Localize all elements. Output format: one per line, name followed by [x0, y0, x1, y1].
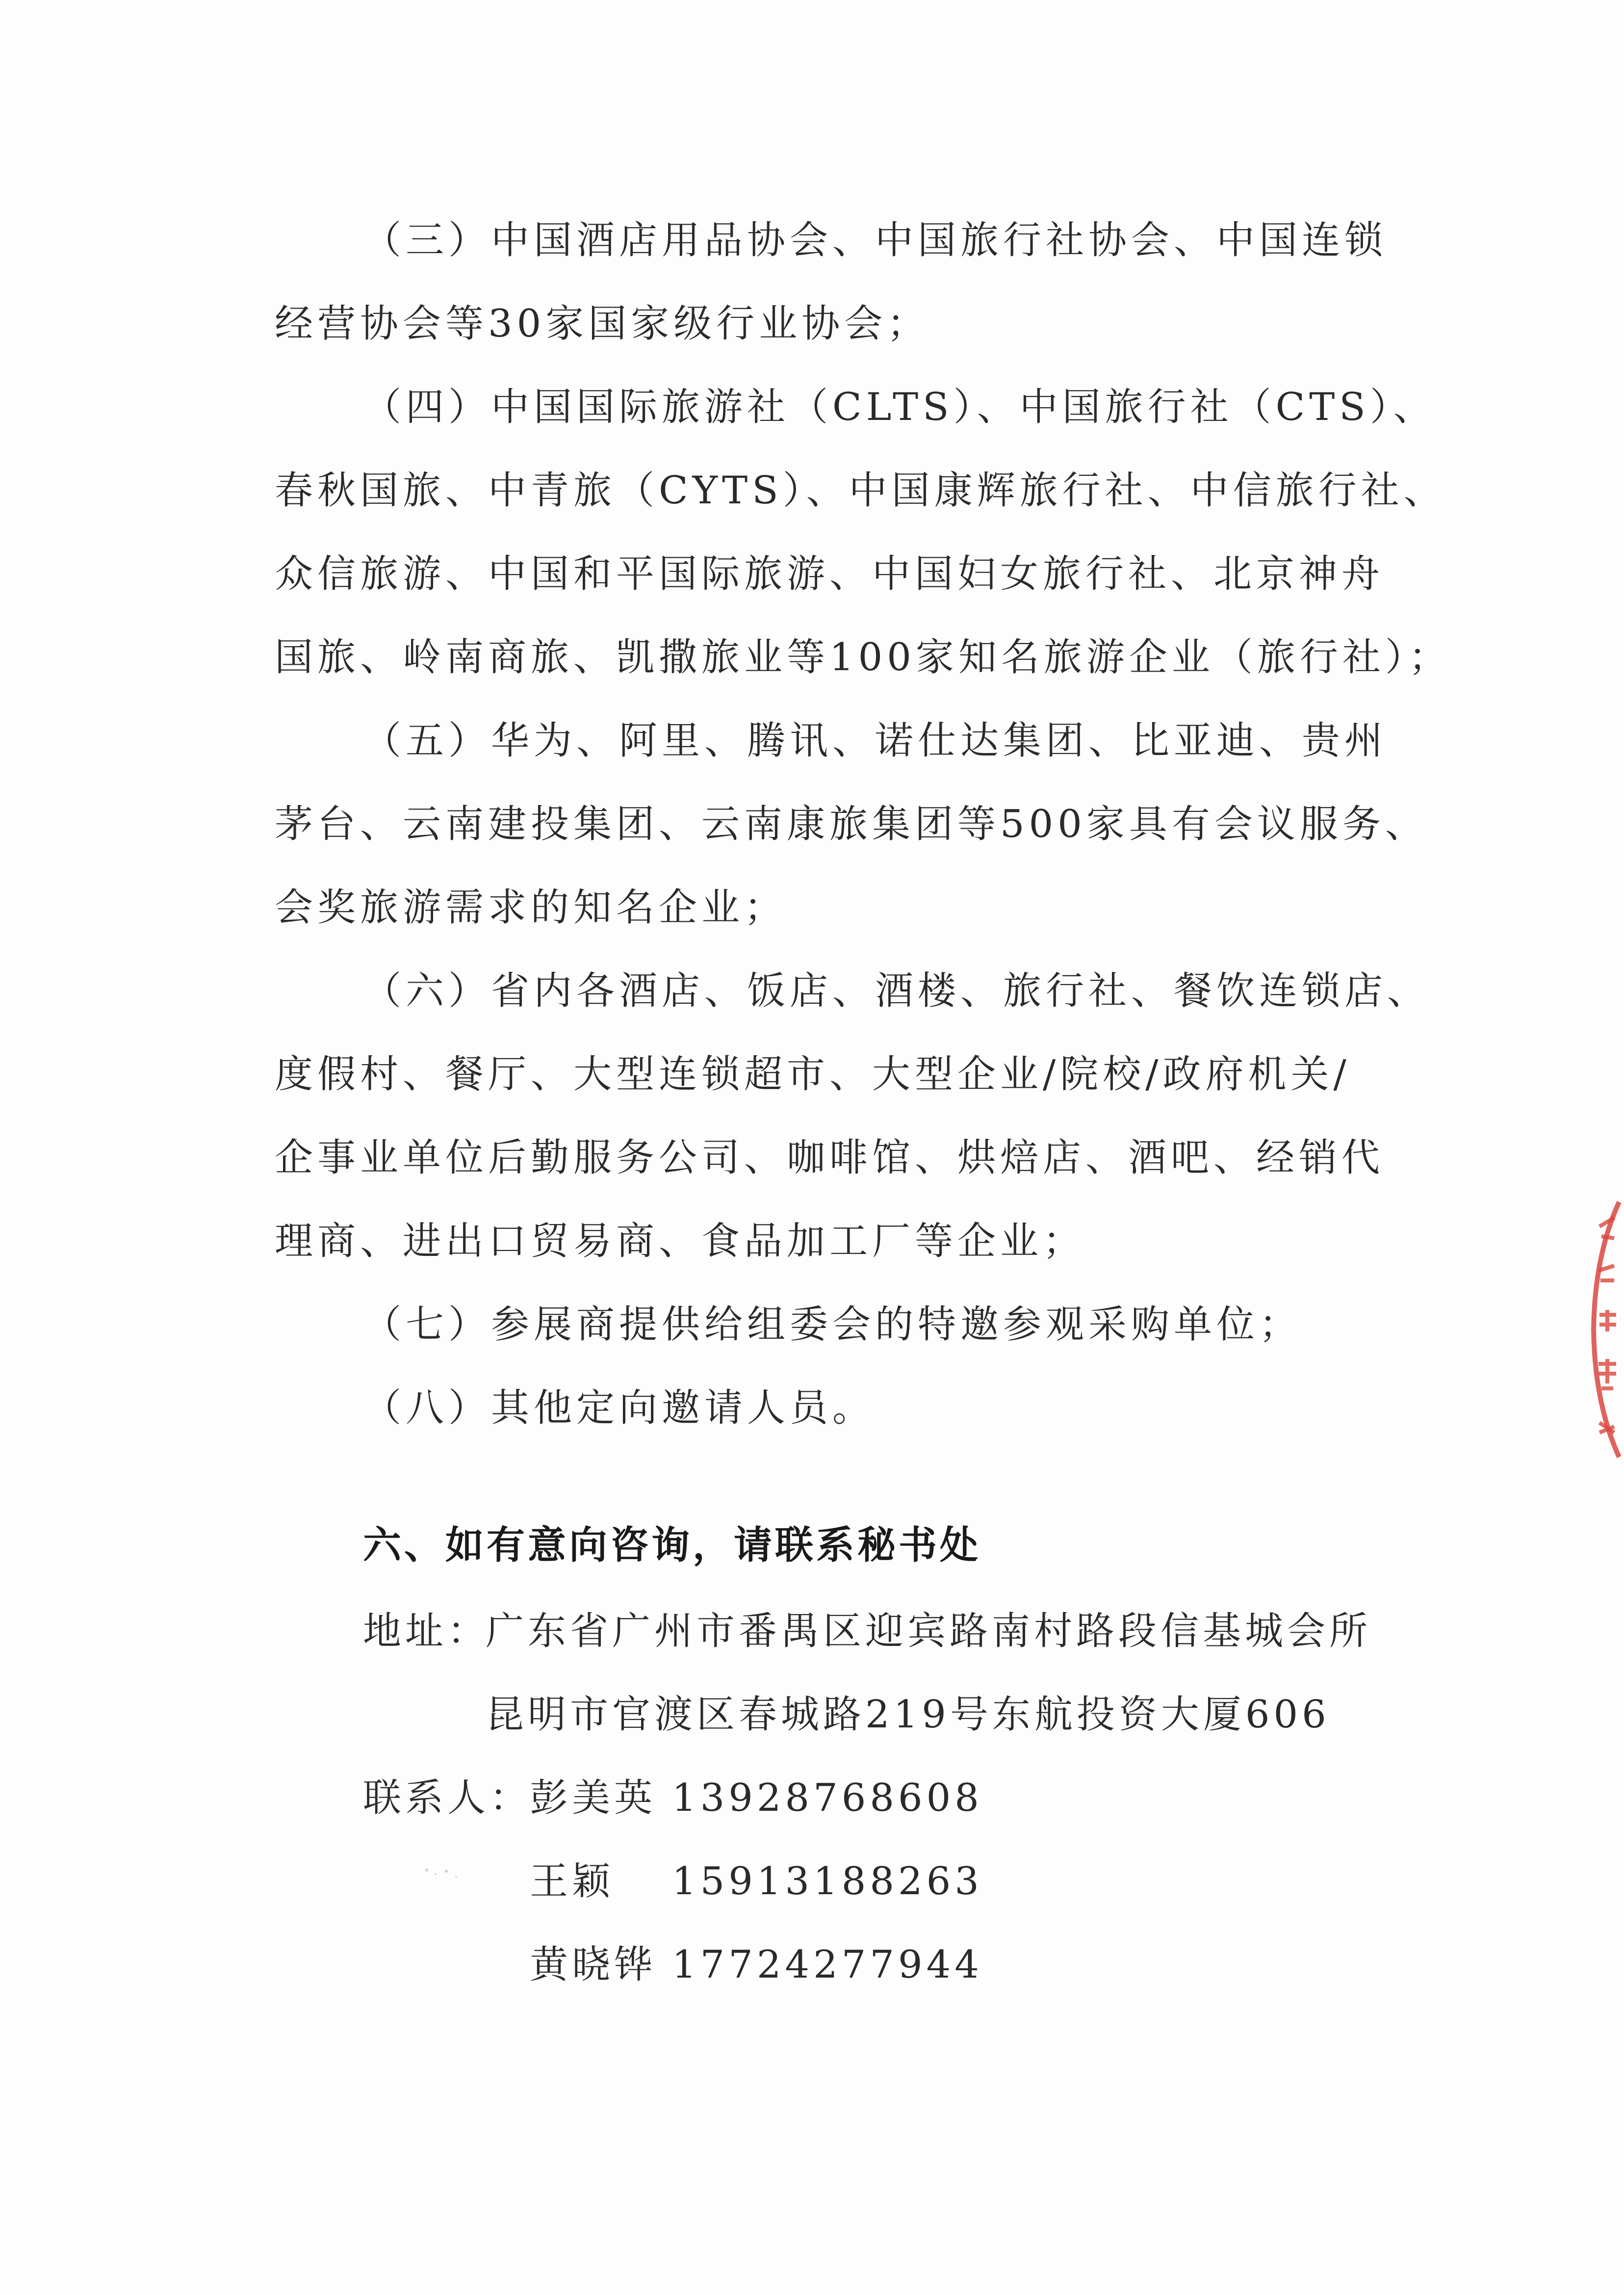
paragraph-line: 度假村、餐厅、大型连锁超市、大型企业/院校/政府机关/: [275, 1052, 1351, 1096]
address-label: 地址：: [363, 1609, 490, 1653]
contact-phone: 17724277944: [672, 1943, 983, 1987]
contact-name: 王颖: [530, 1859, 615, 1904]
contact-name: 彭美英: [530, 1776, 657, 1820]
address-line-1: 广东省广州市番禺区迎宾路南村路段信基城会所: [486, 1609, 1372, 1653]
paragraph-line: （三）中国酒店用品协会、中国旅行社协会、中国连锁: [363, 218, 1388, 262]
paragraph-line: （七）参展商提供给组委会的特邀参观采购单位；: [363, 1303, 1302, 1347]
paragraph-line: 茅台、云南建投集团、云南康旅集团等500家具有会议服务、: [275, 802, 1428, 846]
paragraph-line: 国旅、岭南商旅、凯撒旅业等100家知名旅游企业（旅行社）；: [275, 635, 1451, 679]
paragraph-line: 经营协会等30家国家级行业协会；: [275, 302, 930, 346]
paragraph-line: 会奖旅游需求的知名企业；: [275, 886, 787, 930]
paragraph-line: （八）其他定向邀请人员。: [363, 1386, 876, 1430]
paragraph-line: （五）华为、阿里、腾讯、诺仕达集团、比亚迪、贵州: [363, 719, 1388, 763]
scan-smudge: [422, 1864, 466, 1884]
contact-name: 黄晓铧: [530, 1943, 657, 1987]
paragraph-line: 春秋国旅、中青旅（CYTS）、中国康辉旅行社、中信旅行社、: [275, 469, 1446, 513]
paragraph-line: （六）省内各酒店、饭店、酒楼、旅行社、餐饮连锁店、: [363, 969, 1430, 1013]
paragraph-line: 众信旅游、中国和平国际旅游、中国妇女旅行社、北京神舟: [275, 552, 1385, 596]
paragraph-line: 理商、进出口贸易商、食品加工厂等企业；: [275, 1219, 1086, 1263]
contact-phone: 13928768608: [672, 1776, 983, 1820]
section-heading: 六、如有意向咨询，请联系秘书处: [363, 1523, 981, 1567]
contact-phone: 15913188263: [672, 1859, 983, 1904]
paragraph-line: （四）中国国际旅游社（CLTS）、中国旅行社（CTS）、: [363, 385, 1436, 429]
contacts-label: 联系人：: [363, 1776, 532, 1820]
seal-stamp: [1585, 1197, 1624, 1462]
address-line-2: 昆明市官渡区春城路219号东航投资大厦606: [486, 1693, 1330, 1737]
paragraph-line: 企事业单位后勤服务公司、咖啡馆、烘焙店、酒吧、经销代: [275, 1136, 1385, 1180]
